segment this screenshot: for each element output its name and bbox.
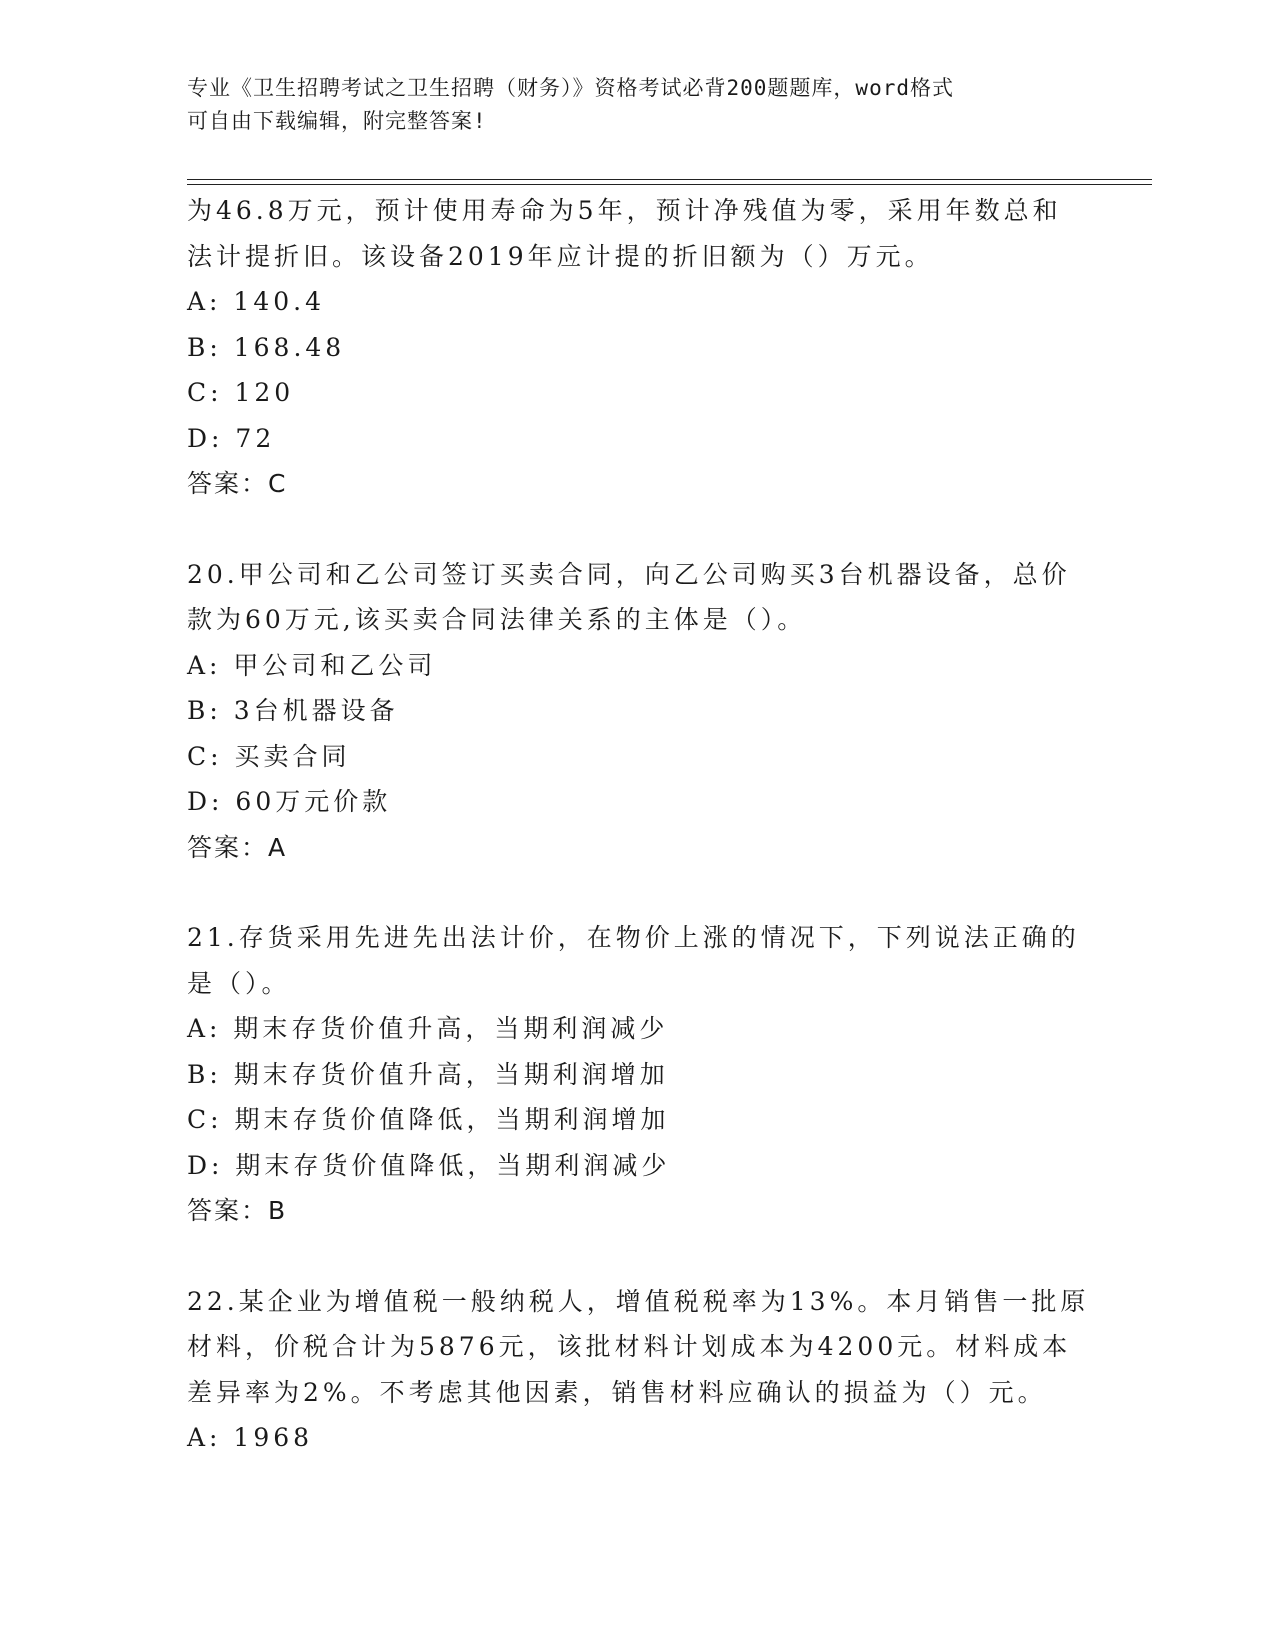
option-a: A: 甲公司和乙公司 (187, 650, 437, 680)
header-divider-top (187, 179, 1152, 180)
answer-line: 答案：A (187, 832, 288, 862)
option-c: C: 120 (187, 378, 295, 407)
question-spacer (187, 1234, 1087, 1279)
option-b: B: 168.48 (187, 332, 346, 362)
question-stem-line: 22.某企业为增值税一般纳税人，增值税税率为13%。本月销售一批原 (187, 1286, 1090, 1316)
question-stem-line: 款为60万元,该买卖合同法律关系的主体是（）。 (187, 605, 807, 634)
option-a: A: 期末存货价值升高，当期利润减少 (187, 1014, 669, 1043)
header-divider-bottom (187, 184, 1152, 185)
document-header (187, 72, 1067, 138)
question-20 (187, 552, 1087, 871)
question-stem-line: 21.存货采用先进先出法计价，在物价上涨的情况下，下列说法正确的 (187, 923, 1080, 952)
option-b: B: 期末存货价值升高，当期利润增加 (187, 1059, 669, 1089)
question-stem-line: 材料，价税合计为5876元，该批材料计划成本为4200元。材料成本 (187, 1332, 1072, 1361)
option-a: A: 1968 (187, 1423, 314, 1452)
header-title-line-2: 可自由下载编辑，附完整答案! (187, 109, 487, 133)
question-19 (187, 188, 1087, 507)
question-spacer (187, 507, 1087, 552)
question-spacer (187, 870, 1087, 915)
option-c: C: 期末存货价值降低，当期利润增加 (187, 1105, 670, 1134)
question-list (187, 188, 1090, 1461)
option-d: D: 72 (187, 423, 276, 453)
question-stem-line: 法计提折旧。该设备2019年应计提的折旧额为（）万元。 (187, 241, 934, 271)
option-a: A: 140.4 (187, 287, 325, 316)
question-stem-line: 是（）。 (187, 968, 291, 998)
question-stem-line: 差异率为2%。不考虑其他因素，销售材料应确认的损益为（）元。 (187, 1377, 1047, 1407)
question-21 (187, 915, 1087, 1234)
option-b: B: 3台机器设备 (187, 696, 399, 725)
option-d: D: 60万元价款 (187, 787, 392, 816)
answer-line: 答案：C (187, 469, 288, 498)
question-stem-line: 为46.8万元，预计使用寿命为5年，预计净残值为零，采用年数总和 (187, 196, 1062, 225)
question-stem-line: 20.甲公司和乙公司签订买卖合同，向乙公司购买3台机器设备，总价 (187, 559, 1071, 589)
question-22 (187, 1279, 1090, 1461)
option-d: D: 期末存货价值降低，当期利润减少 (187, 1150, 671, 1180)
option-c: C: 买卖合同 (187, 741, 351, 771)
header-title-line-1: 专业《卫生招聘考试之卫生招聘（财务）》资格考试必背200题题库，word格式 (187, 76, 954, 100)
answer-line: 答案：B (187, 1196, 288, 1225)
